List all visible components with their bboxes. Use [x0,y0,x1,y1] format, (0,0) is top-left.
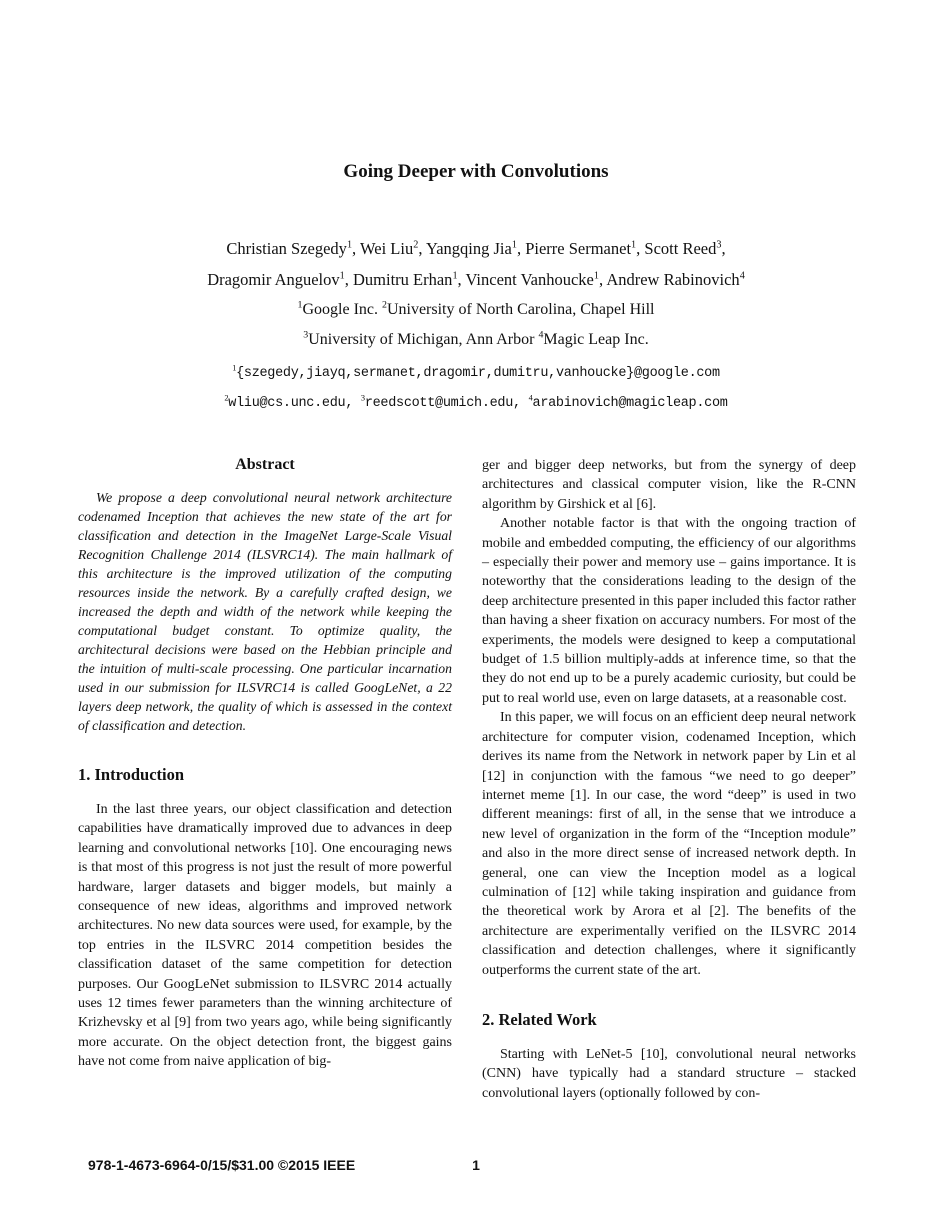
author-name: Christian Szegedy [226,239,347,258]
superscript-ref: 4 [739,270,745,282]
superscript-ref: 4 [528,393,533,403]
paragraph: In the last three years, our object classification and detection capabilities have dramatically improved due to advances in deep learning and convolutional networks [10]. One encouraging news is that most of this progress is not just the result of more powerful hardware, larger datasets and bigger models, but mainly a consequence of new ideas, algorithms and improved network architectures. No new data sources were used, for example, by the top entries in the ILSVRC 2014 competition besides the classification dataset of the same competition for detection purposes. Our GoogLeNet submission to ILSVRC 2014 actually uses 12 times fewer parameters than the winning architecture of Krizhevsky et al [9] from two years ago, while being significantly more accurate. On the object detection front, the biggest gains have not come from naive application of big- [78,802,452,1070]
paragraph: We propose a deep convolutional neural network architecture codenamed Inception that achieves the new state of the art for classification and detection in the ImageNet Large-Scale Visual Recognition Challenge 2014 (ILSVRC14). The main hallmark of this architecture is the improved utilization of the computing resources inside the network. By a carefully crafted design, we increased the depth and width of the network while keeping the computational budget constant. To optimize quality, the architectural decisions were based on the Hebbian principle and the intuition of multi-scale processing. One particular incarnation used in our submission for ILSVRC14 is called GoogLeNet, a 22 layers deep network, the quality of which is assessed in the context of classification and detection. [78,490,452,733]
page-number: 1 [472,1157,480,1173]
author-line-1: Christian Szegedy$^1$, Wei Liu$^2$, Yangqing Jia$^1$, Pierre Sermanet$^1$, Scott Reed$^3$, [226,239,726,258]
superscript-ref: 3 [716,239,722,251]
page-footer [0,1157,952,1177]
superscript-ref: 1 [631,239,637,251]
author-name: Vincent Vanhoucke [465,270,594,289]
two-column-body [78,456,856,1103]
paragraph: Another notable factor is that with the ongoing traction of mobile and embedded computing, the efficiency of our algorithms – especially their power and memory use – gains importance. It is noteworthy that the considerations leading to the design of the deep architecture presented in this paper included this factor rather than having a sheer fixation on accuracy numbers. For most of the experiments, the models were designed to keep a computational budget of 1.5 billion multiply-adds at inference time, so that the they do not end up to be a purely academic curiosity, but could be put to real world use, even on large datasets, at a reasonable cost. [482,516,856,706]
author-name: Wei Liu [360,239,414,258]
author-name: Pierre Sermanet [525,239,632,258]
paragraph: In this paper, we will focus on an efficient deep neural network architecture for computer vision, codenamed Inception, which derives its name from the Network in network paper by Lin et al [12] in conjunction with the famous “we need to go deeper” internet meme [1]. In our case, the word “deep” is used in two different meanings: first of all, in the sense that we introduce a new level of organization in the form of the “Inception module” and also in the more direct sense of increased network depth. In general, one can view the Inception model as a logical culmination of [12] while taking inspiration and guidance from the theoretical work by Arora et al [2]. The benefits of the architecture are experimentally verified on the ILSVRC 2014 classification and detection challenges, where it significantly outperforms the current state of the art. [482,710,856,978]
superscript-ref: 1 [511,239,517,251]
paragraph: ger and bigger deep networks, but from the synergy of deep architectures and classical computer vision, like the R-CNN algorithm by Girshick et al [6]. [482,458,856,512]
superscript-ref: 2 [413,239,419,251]
superscript-ref: 2 [224,393,229,403]
superscript-ref: 1 [346,239,353,251]
right-column [482,456,856,1103]
superscript-ref: 3 [303,329,309,341]
superscript-ref: 1 [452,270,458,282]
superscript-ref: 3 [360,393,365,403]
superscript-ref: 2 [382,299,387,311]
superscript-ref: 1 [232,363,237,373]
author-name: Dragomir Anguelov [207,270,340,289]
author-name: Andrew Rabinovich [606,270,740,289]
section-heading: 1. Introduction [78,765,185,784]
affiliation-line-2: $^3$University of Michigan, Ann Arbor $^4$Magic Leap Inc. [303,329,649,348]
copyright-notice: 978-1-4673-6964-0/15/$31.00 ©2015 IEEE [88,1157,356,1173]
affiliation-line-1: $^1$Google Inc. $^2$University of North Carolina, Chapel Hill [297,299,655,318]
superscript-ref: 1 [297,299,303,311]
superscript-ref: 1 [339,270,345,282]
author-name: Scott Reed [644,239,717,258]
paragraph: Starting with LeNet-5 [10], convolutional neural networks (CNN) have typically had a standard structure – stacked convolutional layers (optionally followed by con- [482,1046,856,1101]
superscript-ref: 4 [538,329,544,341]
author-line-2: Dragomir Anguelov$^1$, Dumitru Erhan$^1$, Vincent Vanhoucke$^1$, Andrew Rabinovich$^4$ [207,270,745,289]
section-heading: 2. Related Work [482,1009,597,1029]
paper-title: Going Deeper with Convolutions [343,161,609,182]
author-name: Yangqing Jia [425,239,512,258]
email-line-1: $^1${szegedy,jiayq,sermanet,dragomir,dumitru,vanhoucke}@google.com [232,363,720,381]
author-name: Dumitru Erhan [353,270,453,289]
superscript-ref: 1 [593,270,599,282]
left-column [78,456,452,1103]
abstract-heading: Abstract [235,456,295,473]
email-line-2: $^2$wliu@cs.unc.edu, $^3$reedscott@umich.edu, $^4$arabinovich@magicleap.com [224,393,728,411]
